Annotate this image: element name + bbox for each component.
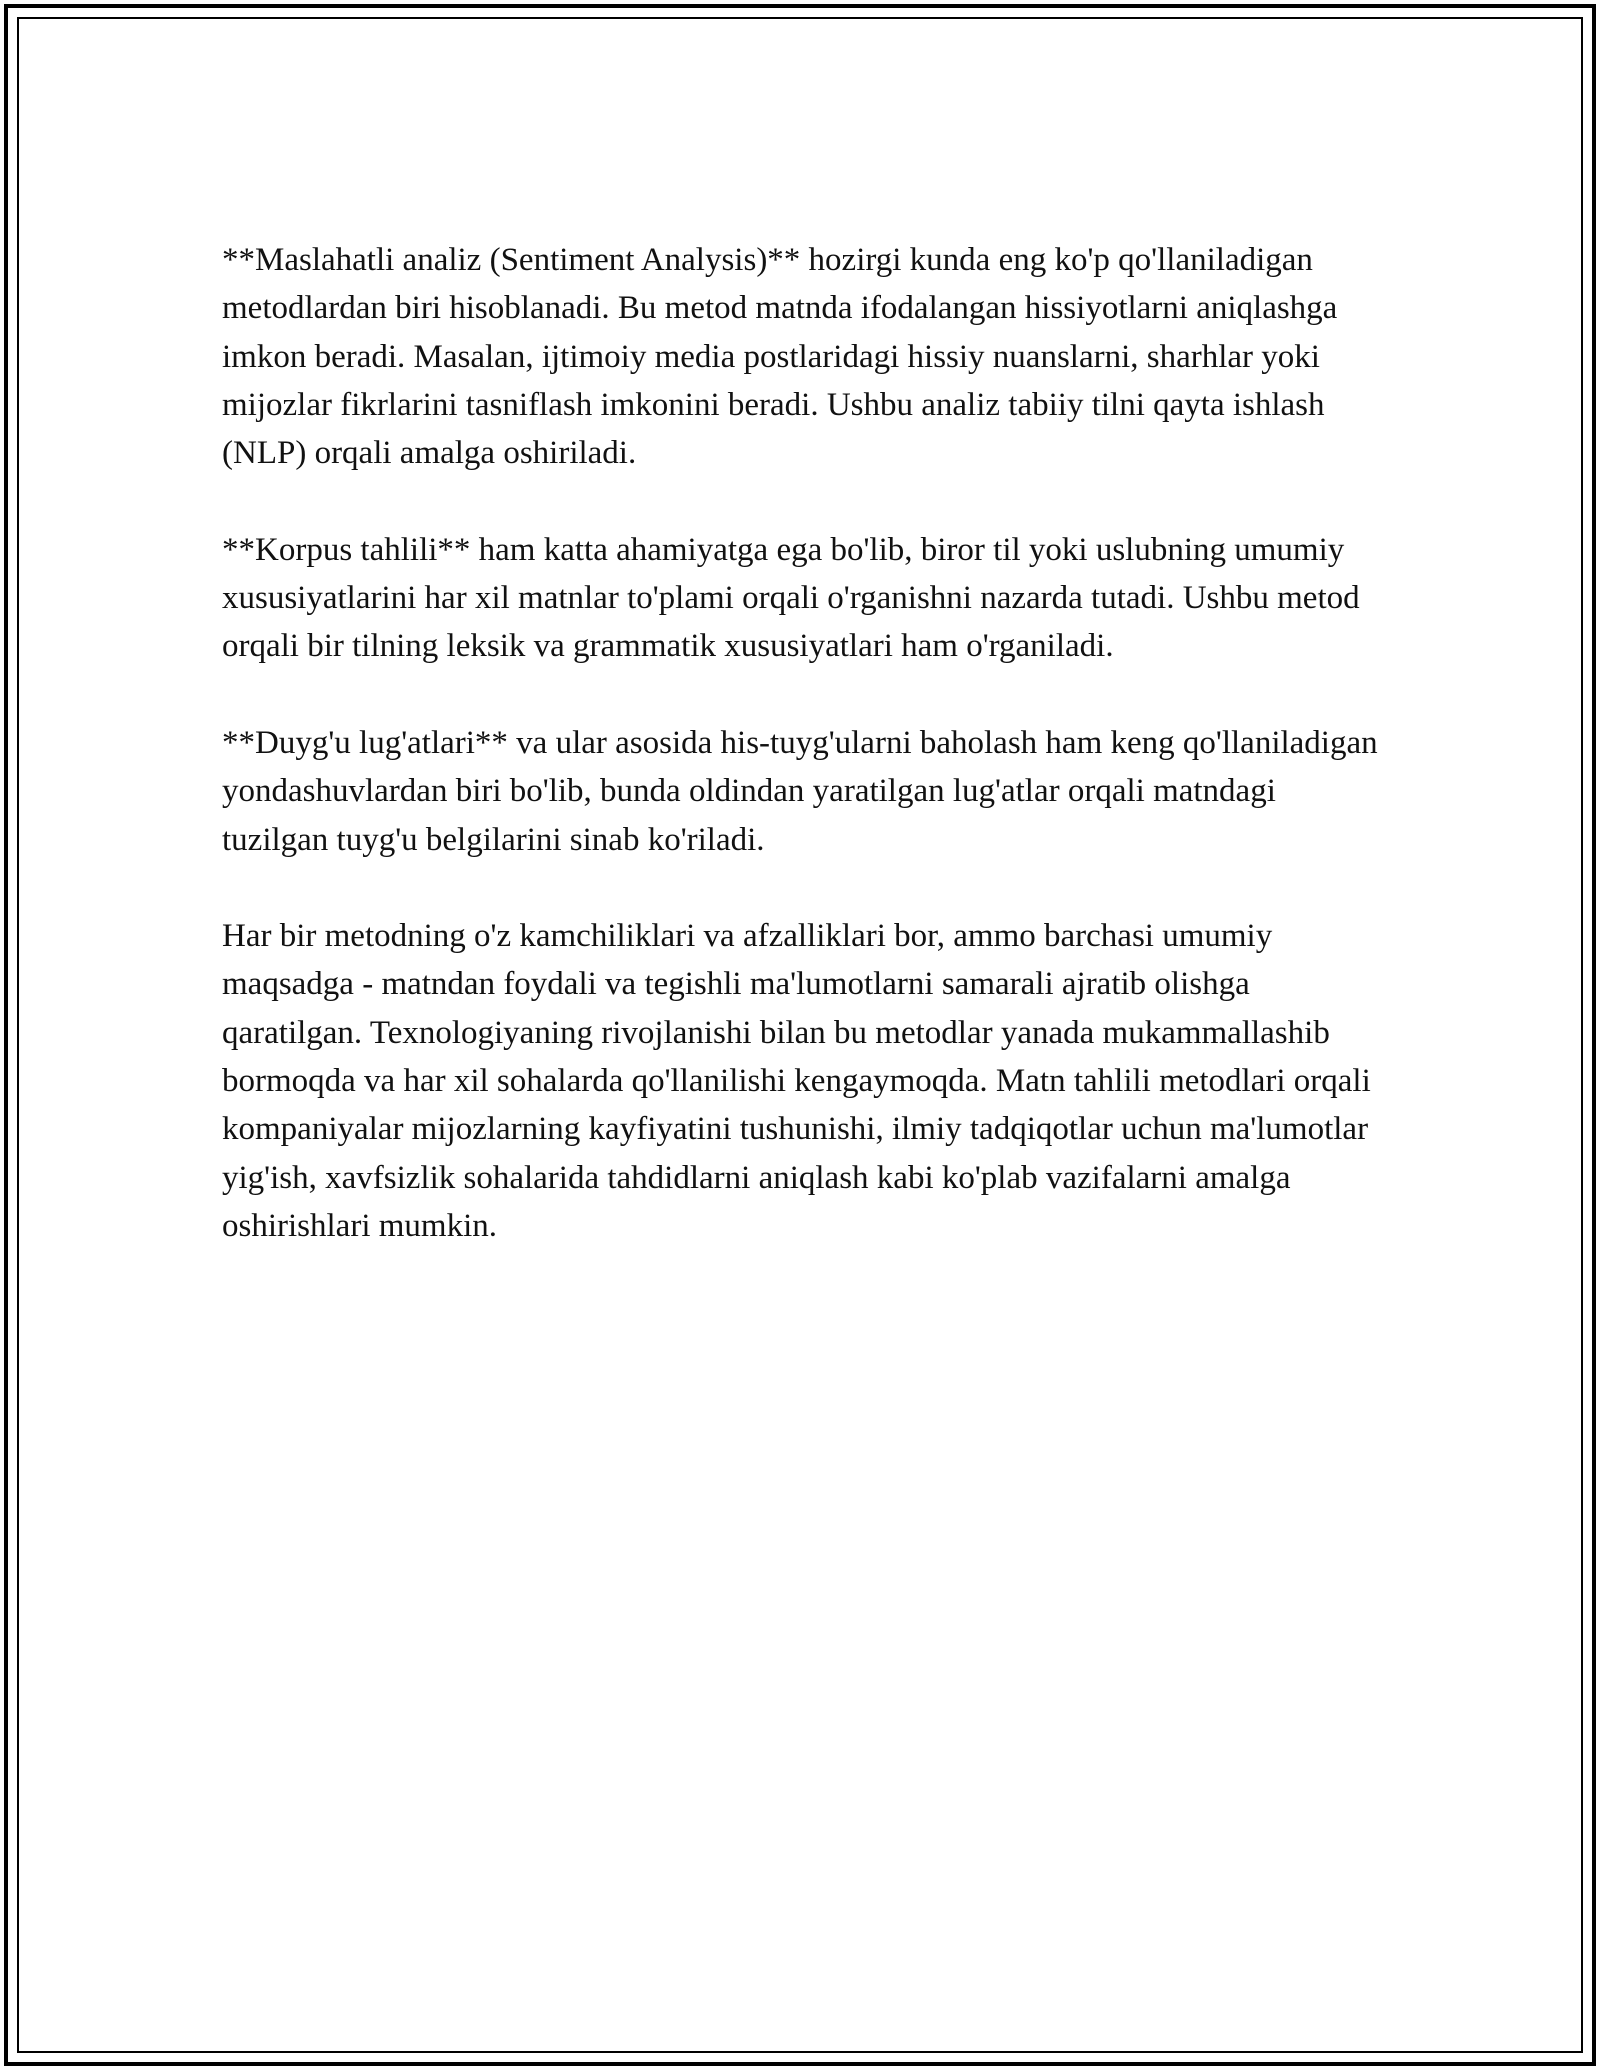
paragraph-conclusion: Har bir metodning o'z kamchiliklari va afzalliklari bor, ammo barchasi umumiy maqsadga - matndan foydali va tegishli ma'lumotlarni samarali ajratib olishga qaratilgan. Texnologiyaning rivojlanishi bilan bu metodlar yanada mukammallashib bormoqda va har xil sohalarda qo'llanilishi kengaymoqda. Matn tahlili metodlari orqali kompaniyalar mijozlarning kayfiyatini tushunishi, ilmiy tadqiqotlar uchun ma'lumotlar yig'ish, xavfsizlik sohalarida tahdidlarni aniqlash kabi ko'plab vazifalarni amalga oshirishlari mumkin. — [222, 918, 1371, 1244]
paragraph-sentiment-analysis: **Maslahatli analiz (Sentiment Analysis)** hozirgi kunda eng ko'p qo'llaniladigan metodlardan biri hisoblanadi. Bu metod matnda ifodalangan hissiyotlarni aniqlashga imkon beradi. Masalan, ijtimoiy media postlaridagi hissiy nuanslarni, sharhlar yoki mijozlar fikrlarini tasniflash imkonini beradi. Ushbu analiz tabiiy tilni qayta ishlash (NLP) orqali amalga oshiriladi. — [222, 242, 1338, 472]
document-body — [222, 236, 1382, 1299]
paragraph-corpus-analysis: **Korpus tahlili** ham katta ahamiyatga ega bo'lib, biror til yoki uslubning umumiy xususiyatlarini har xil matnlar to'plami orqali o'rganishni nazarda tutadi. Ushbu metod orqali bir tilning leksik va grammatik xususiyatlari ham o'rganiladi. — [222, 531, 1360, 665]
paragraph-emotion-dictionaries: **Duyg'u lug'atlari** va ular asosida his-tuyg'ularni baholash ham keng qo'llaniladigan yondashuvlardan biri bo'lib, bunda oldindan yaratilgan lug'atlar orqali matndagi tuzilgan tuyg'u belgilarini sinab ko'riladi. — [222, 724, 1378, 858]
